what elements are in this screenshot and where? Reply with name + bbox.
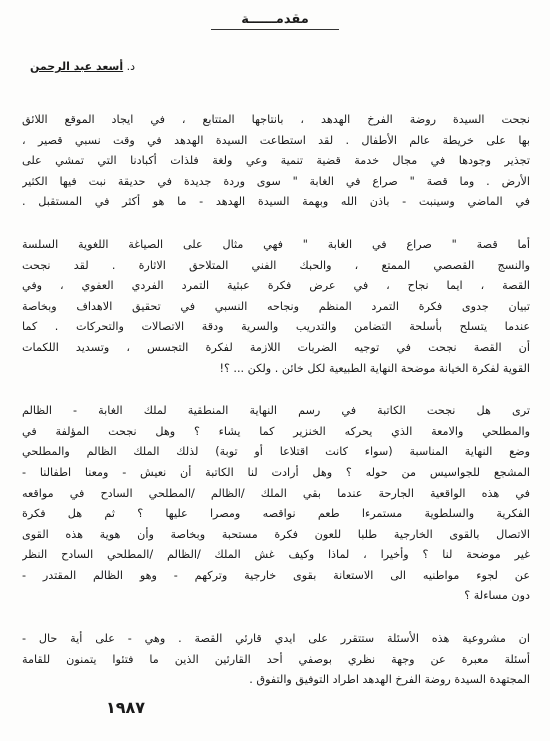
text-line: المجتهدة السيدة روضة الفرخ الهدهد اطراد التوفيق والتفوق .	[249, 673, 530, 687]
body-text	[22, 110, 530, 713]
text-line: بها على خريطة عالم الأطفال . لقد استطاعت السيدة الهدهد في وقت نسبي قصير ،	[22, 133, 530, 147]
text-line: غير موضحة لنا ؟ وأخيرا ، لماذا وكيف غش الملك /الظالم /المطلحي السادح النظر	[22, 548, 530, 562]
text-line: المشجع للجواسيس من حوله ؟ وهل أرادت لنا الكاتبة أن نعيش - ومعنا اطفالنا -	[22, 465, 530, 479]
text-line: عندما يتسلح بأسلحة التضامن والتدريب والسرية ودقة الاتصالات والتحركات . كما	[22, 320, 530, 334]
text-line: القوية لفكرة الخيانة موضحة النهاية الطبيعية لكل خائن . ولكن ... ؟!	[219, 361, 530, 375]
text-line: وضع النهاية المناسبة (سواء كانت اقتلاعا أو توبة) لذلك الملك الظالم والمطلحي	[22, 445, 530, 459]
text-line: في الماضي وسينبت - باذن الله وبهمة السيدة الهدهد - ما هو أكثر في المستقبل .	[22, 195, 530, 209]
paragraph-3	[22, 401, 530, 607]
text-line: الأرض . وما قصة " صراع في الغابة " سوى وردة جديدة في حديقة نبت فيها الكثير	[22, 174, 530, 188]
text-line: أسئلة معبرة عن وجهة نظري بوصفي أحد القارئين الذين ما فتئوا يتمنون للقامة	[22, 652, 530, 666]
paragraph-2	[22, 235, 530, 379]
text-line: والمطلحي والامعة الذي يحركه الخنزير كما يشاء ؟ وهل نجحت المؤلفة في	[22, 424, 530, 438]
text-line: أما قصة " صراع في الغابة " فهي مثال على الصياغة اللغوية السلسة	[22, 237, 530, 251]
text-line: ترى هل نجحت الكاتبة في رسم النهاية المنطقية لملك الغابة - الظالم	[22, 404, 530, 418]
author-name: أسعد عبد الرحمن	[30, 60, 124, 73]
author-line	[30, 60, 135, 73]
text-line: والنسج القصصي الممتع ، والحبك الفني المتلاحق الاثارة . لقد نجحت	[22, 258, 530, 272]
page-title: مقدمــــــة	[211, 12, 339, 30]
paragraph-4	[22, 629, 530, 691]
page-header	[0, 8, 550, 30]
text-line: ان مشروعية هذه الأسئلة ستتقرر على ايدي قارئي القصة . وهي - على أية حال -	[22, 632, 530, 646]
text-line: الاتصال بالقوى الخارجية طلبا للعون فكرة مستحبة وبخاصة وأن هوية هذه القوى	[22, 527, 530, 541]
text-line: أن القصة نجحت في توجيه الضربات اللازمة لفكرة التجسس ، وتسديد اللكمات	[22, 340, 530, 354]
text-line: في هذه الواقعية الجارحة عندما بقي الملك /الظالم /المطلحي السادح في مواقعه	[22, 486, 530, 500]
text-line: تبيان جدوى فكرة التمرد المنظم ونجاحه النسبي في تحقيق الاهداف وبخاصة	[22, 299, 530, 313]
page-year: ١٩٨٧	[106, 698, 146, 717]
text-line: القصة ، ايما نجاح ، في عرض فكرة عبثية التمرد الفردي العفوي ، وفي	[22, 279, 530, 293]
paragraph-1	[22, 110, 530, 213]
author-prefix: د.	[126, 60, 136, 73]
text-line: الفكرية والسلطوية مستمرءا طعم نواقصه ومصرا عليها ؟ ثم هل فكرة	[22, 507, 530, 521]
text-line: دون مساءلة ؟	[464, 589, 530, 603]
text-line: تجذير وجودها في مجال خدمة قضية تنمية وعي ولغة فلذات أكبادنا التي تمشي على	[22, 154, 530, 168]
text-line: عن لجوء مواطنيه الى الاستعانة بقوى خارجية وتركهم - وهو الظالم المقتدر -	[22, 568, 530, 582]
text-line: نجحت السيدة روضة الفرخ الهدهد ، بانتاجها المتتابع ، في ايجاد الموقع اللائق	[22, 113, 530, 126]
